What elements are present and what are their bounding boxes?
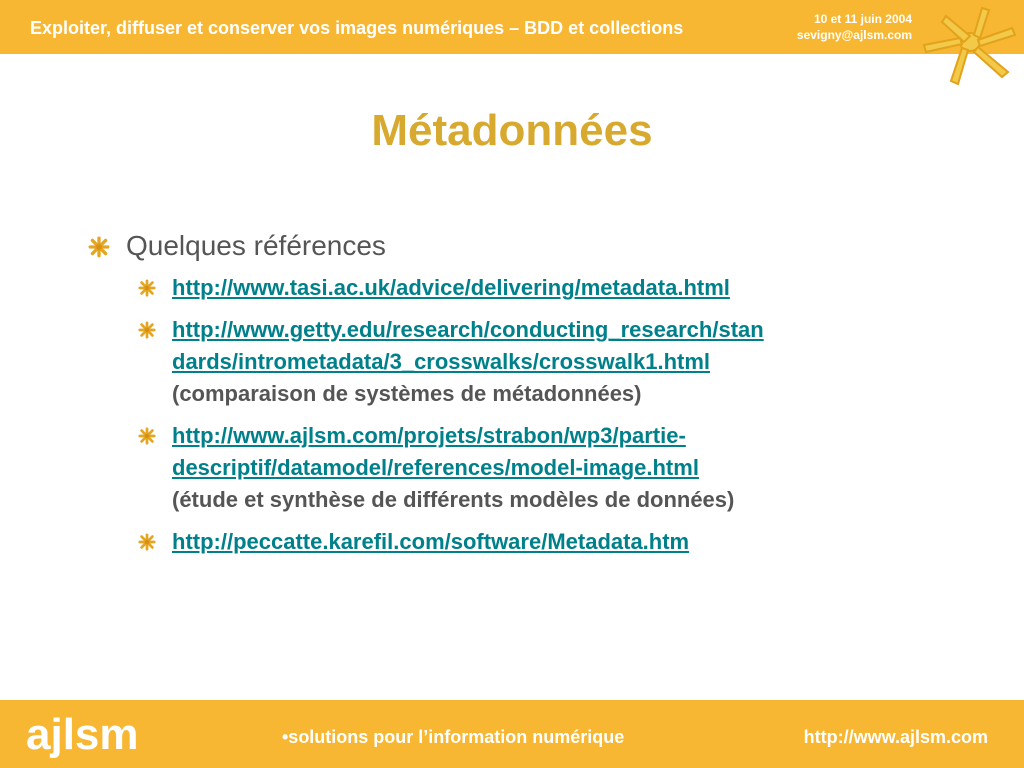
list-item [172, 526, 968, 558]
author-email: sevigny@ajlsm.com [796, 28, 912, 42]
reference-link-ajlsm[interactable]: http://www.ajlsm.com/projets/strabon/wp3/partie- descriptif/datamodel/references/model-image.html [172, 423, 699, 480]
asterisk-bullet-icon [138, 533, 156, 551]
asterisk-bullet-icon [88, 236, 110, 258]
header-bar [0, 0, 1024, 54]
section-heading-text: Quelques références [126, 230, 386, 261]
slide-title: Métadonnées [371, 106, 653, 155]
company-url: http://www.ajlsm.com [803, 727, 988, 747]
presentation-title: Exploiter, diffuser et conserver vos images numériques – BDD et collections [30, 18, 684, 38]
company-logo: ajlsm [26, 710, 139, 759]
list-item [172, 272, 968, 304]
reference-description: (comparaison de systèmes de métadonnées) [172, 381, 642, 406]
star-splash-logo-icon [912, 2, 1024, 92]
reference-list [88, 272, 968, 558]
presentation-date: 10 et 11 juin 2004 [813, 12, 912, 26]
reference-link-peccatte[interactable]: http://peccatte.karefil.com/software/Metadata.htm [172, 529, 690, 554]
company-tagline: •solutions pour l’information numérique [282, 727, 625, 747]
reference-description: (étude et synthèse de différents modèles de données) [172, 487, 735, 512]
reference-link-getty[interactable]: http://www.getty.edu/research/conducting_research/stan dards/intrometadata/3_crosswalks/crosswalk1.html [172, 317, 764, 374]
section-heading [88, 226, 968, 266]
footer-bar [0, 700, 1024, 768]
asterisk-bullet-icon [138, 427, 156, 445]
list-item [172, 314, 968, 410]
asterisk-bullet-icon [138, 279, 156, 297]
asterisk-bullet-icon [138, 321, 156, 339]
list-item [172, 420, 968, 516]
slide-content [88, 226, 968, 568]
reference-link-tasi[interactable]: http://www.tasi.ac.uk/advice/delivering/metadata.html [172, 275, 730, 300]
header-meta [797, 11, 912, 43]
